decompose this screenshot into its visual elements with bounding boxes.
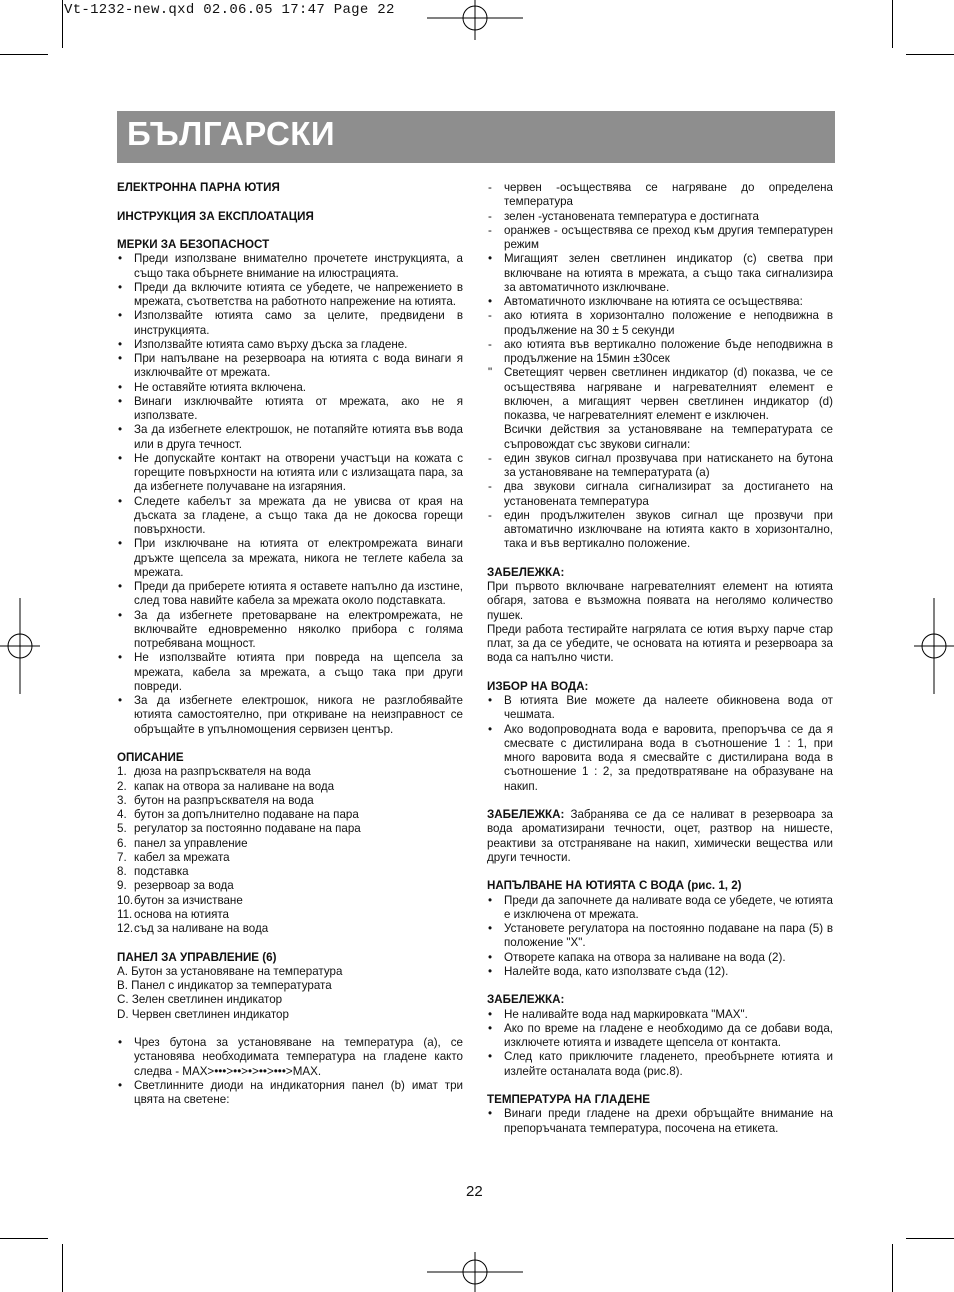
language-banner xyxy=(117,111,835,163)
list-item: 12. съд за наливане на вода xyxy=(117,922,269,935)
list-item: • Налейте вода, като използвате съда (12). xyxy=(488,964,729,978)
bullet-icon: • xyxy=(488,1021,493,1035)
list-item: - ако ютията в хоризонтално положение е неподвижна в продължение на 30 ± 5 секунди xyxy=(488,309,833,337)
list-item: 9. резервоар за вода xyxy=(117,879,234,893)
list-item: 7. кабел за мрежата xyxy=(117,850,230,864)
registration-mark-top xyxy=(427,0,523,40)
heading-note: ЗАБЕЛЕЖКА: xyxy=(487,565,565,579)
heading-safety: МЕРКИ ЗА БЕЗОПАСНОСТ xyxy=(117,238,270,251)
list-item: • Следете кабелът за мрежата да не увисва от края на дъската за гладене, а също така да не докосва горещи повърхности. xyxy=(118,494,463,536)
list-item: 5. регулатор за постоянно подаване на пара xyxy=(117,822,361,836)
paragraph: При първото включване нагревателният елемент на ютията обгаря, затова е възможна появата на неголямо количество пушек. xyxy=(487,580,833,622)
dash-icon: - xyxy=(488,451,492,465)
bullet-icon: • xyxy=(488,1107,493,1121)
parts-list xyxy=(117,765,463,936)
list-item: - един продължителен звуков сигнал ще прозвучи при автоматично изключване на ютията както в хоризонтално, така и във вертикално положение. xyxy=(488,508,833,551)
heading-temperature: ТЕМПЕРАТУРА НА ГЛАДЕНЕ xyxy=(487,1093,650,1106)
paragraph: ЗАБЕЛЕЖКА: Забранява се да се наливат в резервоара за вода ароматизирани течности, оцет, разтвор на нишесте, реактиви за отстраняване на накип, химически вещества или други течности. xyxy=(487,808,833,864)
bullet-icon: • xyxy=(488,1050,493,1064)
bullet-icon: • xyxy=(488,964,493,978)
list-item: 1. дюза на разпръсквателя на вода xyxy=(117,765,311,779)
list-item: " Светещият червен светлинен индикатор (d) показва, че се осъществява нагряване и нагревателният елемент е включен, а мигащият червен светлинен индикатор (d) показва, че нагревателният елемент е изключен. xyxy=(488,366,833,422)
bullet-icon: • xyxy=(488,922,493,935)
list-item: 10. бутон за изчистване xyxy=(117,893,243,907)
list-item: • Не наливайте вода над маркировката "MAX". xyxy=(488,1007,748,1021)
bullet-icon: • xyxy=(118,252,123,266)
list-item: • Използвайте ютията само за целите, предвидени в инструкцията. xyxy=(118,309,463,337)
list-item: • Не допускайте контакт на отворени участъци на кожата с горещите повърхности на ютията или с излизащата пара, за да избегнете получаване на изгаряния. xyxy=(118,451,463,494)
list-item: • Автоматичното изключване на ютията се осъществява: xyxy=(488,295,803,308)
bullet-icon: • xyxy=(118,1036,123,1049)
list-item: B. Панел с индикатор за температурата xyxy=(117,979,332,992)
dash-icon: - xyxy=(488,309,492,323)
heading-manual: ИНСТРУКЦИЯ ЗА ЕКСПЛОАТАЦИЯ xyxy=(117,209,314,223)
bullet-icon: • xyxy=(118,423,123,437)
list-item: • За да избегнете електрошок, никога не разглобявайте ютията самостоятелно, при откриване на неизправност се обръщайте в упълномощения сервизен център. xyxy=(118,694,463,736)
note-label: ЗАБЕЛЕЖКА: xyxy=(487,808,565,821)
bullet-icon: • xyxy=(118,651,123,665)
bullet-icon: • xyxy=(488,722,493,736)
crop-mark xyxy=(62,1244,63,1292)
list-item: • Преди да включите ютията се убедете, че напрежението в мрежата, съответства на работното напрежение на ютията. xyxy=(118,280,463,308)
list-item: • След като приключите гладенето, преобърнете ютията и излейте останалата вода (рис.8). xyxy=(488,1050,833,1078)
list-item: A. Бутон за установяване на температура xyxy=(117,964,343,978)
list-item: 8. подставка xyxy=(117,865,189,878)
list-item: 3. бутон на разпръсквателя на вода xyxy=(117,793,314,807)
bullet-icon: • xyxy=(488,694,493,707)
list-item: • За да избегнете електрошок, не потапяйте ютията във вода или в друга течност. xyxy=(118,423,463,451)
bullet-icon: • xyxy=(488,295,493,308)
list-item: • Ако водопроводната вода е варовита, препоръчва се да я смесвате с дистилирана вода в съотношение 1 : 1, при много варовита вода я смесвайте с дистилирана вода в съотношение 1 : 2, за предотвратяване на образуване на накип. xyxy=(488,722,833,793)
heading-note: ЗАБЕЛЕЖКА: xyxy=(487,993,565,1007)
list-item: D. Червен светлинен индикатор xyxy=(117,1007,289,1021)
bullet-icon: • xyxy=(118,352,123,365)
heading-fill: НАПЪЛВАНЕ НА ЮТИЯТА С ВОДА (рис. 1, 2) xyxy=(487,879,742,893)
list-item: 4. бутон за допълнително подаване на пара xyxy=(117,808,359,821)
dash-icon: - xyxy=(488,480,492,494)
banner-title: БЪЛГАРСКИ xyxy=(127,115,336,152)
list-item: • Светлинните диоди на индикаторния панел (b) имат три цвята на светене: xyxy=(118,1078,463,1106)
quote-icon: " xyxy=(488,366,493,380)
list-item: • Преди да започнете да наливате вода се убедете, че ютията е изключена от мрежата. xyxy=(488,893,833,921)
list-item: • Преди да приберете ютията я оставете напълно да изстине, след това навийте кабела за мрежата около подставката. xyxy=(118,580,463,608)
crop-mark xyxy=(906,1238,954,1239)
bullet-icon: • xyxy=(118,280,123,294)
dash-icon: - xyxy=(488,508,492,522)
left-column xyxy=(117,181,463,1107)
dash-icon: - xyxy=(488,209,492,223)
list-item: - един звуков сигнал прозвучава при натискането на бутона за установяване на температурата (a) xyxy=(488,451,833,479)
list-item: - два звукови сигнала сигнализират за достигането на установената температура xyxy=(488,480,833,508)
list-item: • Не оставяйте ютията включена. xyxy=(118,380,307,394)
crop-mark xyxy=(906,54,954,55)
crop-mark xyxy=(0,1238,48,1239)
paragraph: Преди работа тестирайте нагрялата се ютия върху парче стар плат, за да се убедите, че основата на ютията и резервоара за вода са напълно чисти. xyxy=(487,622,833,665)
list-item: - ако ютията във вертикално положение бъде неподвижна в продължение на 15мин ±30сек xyxy=(488,337,833,365)
list-item: • При напълване на резервоара на ютията с вода винаги я изключвайте от мрежата. xyxy=(118,352,463,380)
list-item: 2. капак на отвора за наливане на вода xyxy=(117,779,335,793)
list-item: • Не използвайте ютията при повреда на щепсела за мрежата, кабела за мрежата, а също така при други повреди. xyxy=(118,651,463,693)
bullet-icon: • xyxy=(118,608,123,622)
list-item: • В ютията Вие можете да налеете обикновена вода от чешмата. xyxy=(488,694,833,722)
right-column xyxy=(487,181,833,1136)
list-item: • За да избегнете претоварване на електромрежата, не включвайте едновременно няколко прибора с голяма потребявана мощност. xyxy=(118,608,463,650)
crop-mark xyxy=(892,0,893,48)
list-item: - оранжев - осъществява се преход към другия температурен режим xyxy=(488,223,833,251)
bullet-icon: • xyxy=(118,537,123,551)
heading-description: ОПИСАНИЕ xyxy=(117,751,184,764)
dash-icon: - xyxy=(488,223,492,237)
heading-control-panel: ПАНЕЛ ЗА УПРАВЛЕНИЕ (6) xyxy=(117,950,277,964)
list-item: • Отворете капака на отвора за наливане на вода (2). xyxy=(488,950,786,964)
bullet-icon: • xyxy=(118,580,123,593)
list-item: 6. панел за управление xyxy=(117,836,248,850)
list-item: • Мигащият зелен светлинен индикатор (c) светва при включване на ютията в мрежата, а също така сигнализира за автоматичното изключване. xyxy=(488,252,833,294)
heading-product: ЕЛЕКТРОННА ПАРНА ЮТИЯ xyxy=(117,181,280,194)
bullet-icon: • xyxy=(118,694,123,707)
heading-water: ИЗБОР НА ВОДА: xyxy=(487,679,589,693)
bullet-icon: • xyxy=(488,950,493,964)
list-item: • Винаги изключвайте ютията от мрежата, ако не я използвате. xyxy=(118,394,463,422)
bullet-icon: • xyxy=(118,394,123,408)
dash-icon: - xyxy=(488,337,492,351)
bullet-icon: • xyxy=(488,1007,493,1021)
bullet-icon: • xyxy=(118,380,123,394)
crop-mark xyxy=(0,54,48,55)
list-item: • Чрез бутона за установяване на температура (a), се установява необходимата температура на гладене както следва - MAX>•••>••>•>••>•••>MAX. xyxy=(118,1036,463,1078)
bullet-icon: • xyxy=(118,309,123,323)
bullet-icon: • xyxy=(118,494,123,508)
list-item: • Установете регулатора на постоянно подаване на пара (5) в положение "X". xyxy=(488,922,833,950)
registration-mark-left xyxy=(0,598,40,694)
crop-mark xyxy=(62,0,63,48)
list-item: • При изключване на ютията от електромрежата винаги дръжте щепсела за мрежата, никога не теглете кабела за мрежата. xyxy=(118,537,463,579)
list-item: C. Зелен светлинен индикатор xyxy=(117,993,283,1007)
list-item: - зелен -установената температура е достигната xyxy=(488,209,759,223)
bullet-icon: • xyxy=(488,893,493,907)
list-item: • Ако по време на гладене е необходимо да се добави вода, изключете ютията и извадете щепсела от контакта. xyxy=(488,1021,833,1049)
bullet-icon: • xyxy=(118,337,123,351)
list-item: • Винаги преди гладене на дрехи обръщайте внимание на препоръчаната температура, посочена на етикета. xyxy=(488,1107,833,1135)
paragraph: Всички действия за установяване на температурата се съпровождат със звукови сигнали: xyxy=(504,423,833,451)
safety-list xyxy=(117,252,463,737)
page-number: 22 xyxy=(466,1183,483,1200)
bullet-icon: • xyxy=(488,252,493,266)
list-item: • Използвайте ютията само върху дъска за гладене. xyxy=(118,337,408,351)
registration-mark-right xyxy=(914,598,954,694)
registration-mark-bottom xyxy=(427,1252,523,1292)
list-item: - червен -осъществява се нагряване до определена температура xyxy=(488,181,833,209)
print-slug-header: Vt-1232-new.qxd 02.06.05 17:47 Page 22 xyxy=(64,2,395,18)
bullet-icon: • xyxy=(118,1078,123,1092)
bullet-icon: • xyxy=(118,451,123,465)
dash-icon: - xyxy=(488,181,492,194)
panel-list xyxy=(117,965,463,1022)
crop-mark xyxy=(892,1244,893,1292)
list-item: 11. основа на ютията xyxy=(117,907,229,921)
list-item: • Преди използване внимателно прочетете инструкцията, а също така обърнете внимание на илюстрацията. xyxy=(118,252,463,280)
